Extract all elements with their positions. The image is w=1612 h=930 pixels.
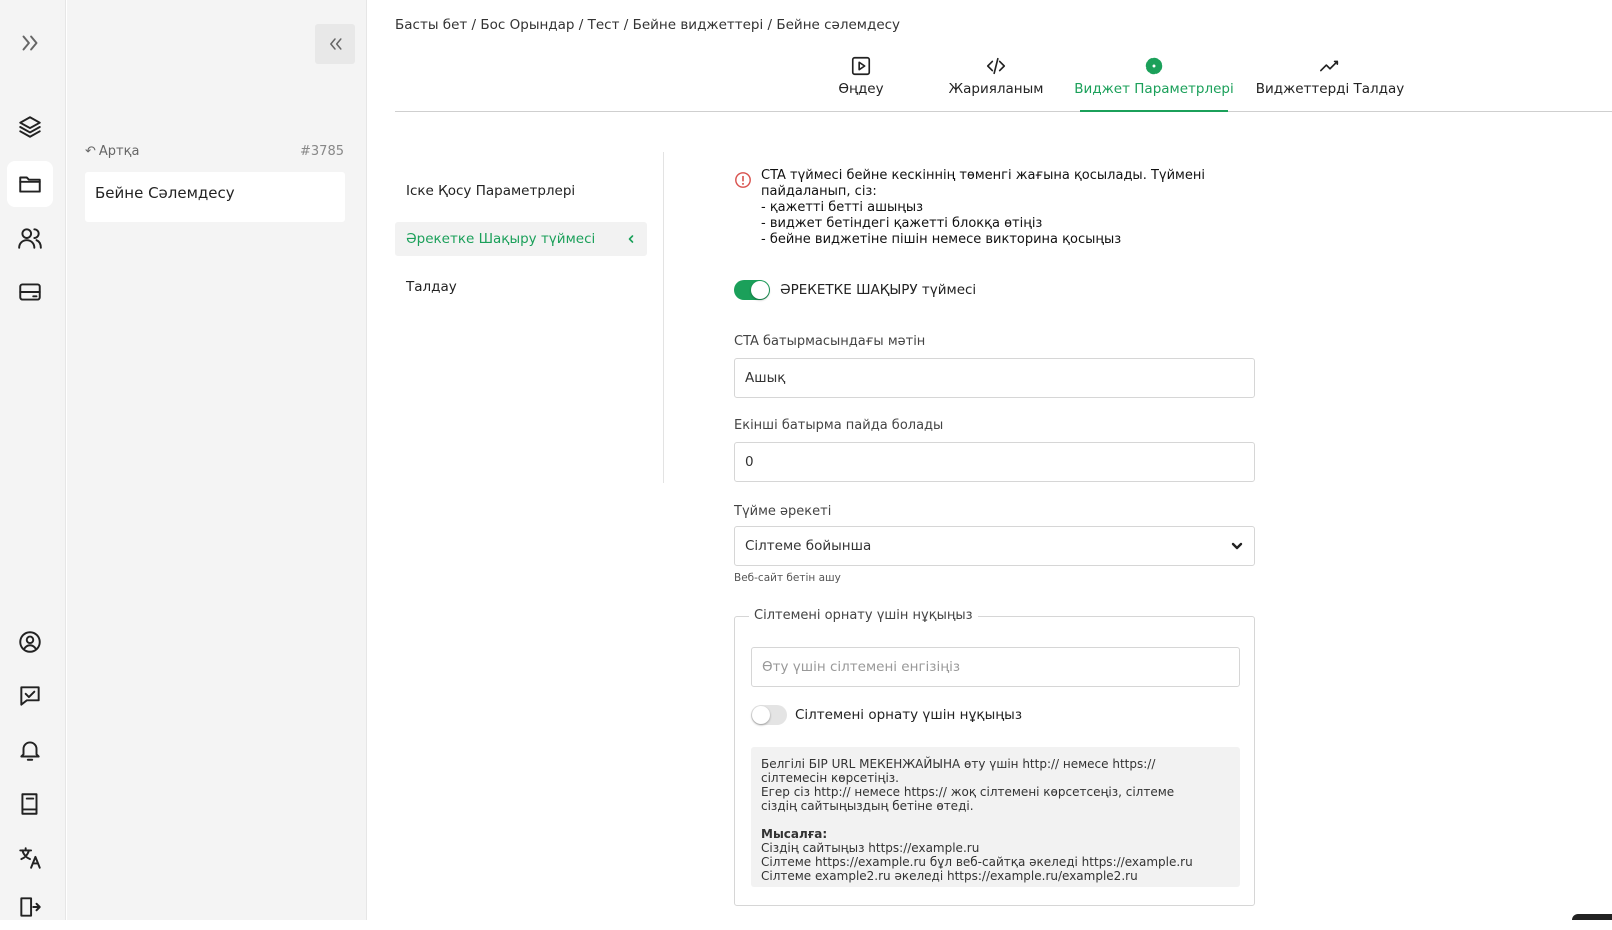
cta-toggle-row: [734, 280, 976, 300]
back-link[interactable]: [85, 144, 139, 159]
link-toggle[interactable]: [751, 705, 787, 725]
trend-icon: [1319, 55, 1341, 77]
button-action-select[interactable]: [734, 526, 1255, 566]
info-notice: [734, 168, 1214, 248]
second-button-value: 0: [745, 454, 754, 470]
book-icon[interactable]: [7, 781, 53, 827]
cta-text-label: CTA батырмасындағы мәтін: [734, 334, 926, 349]
video-title: Бейне Сәлемдесу: [95, 184, 235, 202]
secondary-panel: [67, 0, 367, 920]
tab-label: Виджеттерді Талдау: [1255, 81, 1405, 97]
button-action-value: Сілтеме бойынша: [745, 538, 872, 554]
video-card[interactable]: [85, 172, 345, 222]
link-input-placeholder: Өту үшін сілтемені енгізіңіз: [762, 659, 961, 675]
gear-icon: [1143, 55, 1165, 77]
vertical-divider: [663, 152, 664, 483]
tasks-icon[interactable]: [7, 673, 53, 719]
profile-icon[interactable]: [7, 619, 53, 665]
help-line: сілтемесін көрсетіңіз.: [761, 771, 899, 785]
tab-edit[interactable]: [835, 55, 887, 112]
play-icon: [850, 55, 872, 77]
breadcrumb: Басты бет / Бос Орындар / Тест / Бейне виджеттері / Бейне сәлемдесу: [395, 17, 901, 33]
bell-icon[interactable]: [7, 727, 53, 773]
tab-label: Жарияланым: [948, 81, 1044, 97]
undo-icon: ↶: [85, 144, 96, 159]
link-settings-group: [734, 608, 1255, 906]
chevron-down-icon: [1230, 539, 1244, 553]
cta-toggle-label: ӘРЕКЕТКЕ ШАҚЫРУ түймесі: [780, 282, 977, 298]
tab-label: Өңдеу: [838, 81, 884, 97]
help-line: Белгілі БІР URL МЕКЕНЖАЙЫНА өту үшін http:// немесе https://: [761, 757, 1156, 771]
notice-line: CTA түймесі бейне кескіннің төменгі жағына қосылады. Түймені: [761, 168, 1205, 183]
help-line: сіздің сайтыңыздың бетіне өтеді.: [761, 799, 974, 813]
item-id: #3785: [300, 144, 344, 159]
tab-label: Виджет Параметрлері: [1074, 81, 1234, 97]
icon-rail: [0, 0, 66, 920]
link-toggle-row: [751, 705, 1022, 725]
collapse-panel-button[interactable]: [315, 24, 355, 64]
notice-line: - қажетті бетті ашыңыз: [761, 200, 924, 215]
link-input[interactable]: [751, 647, 1240, 687]
users-icon[interactable]: [7, 215, 53, 261]
chevron-left-icon: [626, 234, 636, 244]
link-toggle-label: Сілтемені орнату үшін нұқыңыз: [795, 707, 1023, 723]
subnav-item-cta-button[interactable]: [395, 222, 647, 256]
tab-widget-analytics[interactable]: [1255, 55, 1405, 112]
back-label: Артқа: [98, 144, 140, 159]
button-action-hint: Веб-сайт бетін ашу: [734, 572, 841, 584]
expand-icon[interactable]: [7, 20, 53, 66]
tab-widget-settings[interactable]: [1074, 55, 1234, 112]
help-line: Сілтеме example2.ru әкеледі https://example.ru/example2.ru: [761, 869, 1138, 883]
cta-text-input[interactable]: [734, 358, 1255, 398]
notice-line: - виджет бетіндегі қажетті блокқа өтіңіз: [761, 216, 1043, 231]
help-line: Сіздің сайтыңыз https://example.ru: [761, 841, 980, 855]
link-settings-legend: Сілтемені орнату үшін нұқыңыз: [749, 608, 978, 623]
logout-icon[interactable]: [7, 884, 53, 930]
button-action-label: Түйме әрекеті: [734, 504, 832, 519]
tab-publication[interactable]: [949, 55, 1043, 112]
main-content: [367, 0, 1612, 920]
corner-widget[interactable]: [1572, 914, 1612, 920]
code-icon: [985, 55, 1007, 77]
folder-icon[interactable]: [7, 161, 53, 207]
help-line: Егер сіз http:// немесе https:// жоқ сілтемені көрсетсеңіз, сілтеме: [761, 785, 1175, 799]
second-button-label: Екінші батырма пайда болады: [734, 418, 944, 433]
layers-icon[interactable]: [7, 104, 53, 150]
translate-icon[interactable]: [7, 835, 53, 881]
notice-line: - бейне виджетіне пішін немесе викторина қосыңыз: [761, 232, 1122, 247]
notice-line: пайдаланып, сіз:: [761, 184, 877, 199]
subnav-label: Іске Қосу Параметрлері: [406, 183, 576, 199]
second-button-input[interactable]: [734, 442, 1255, 482]
cta-text-value: Ашық: [745, 370, 786, 386]
card-icon[interactable]: [7, 269, 53, 315]
cta-toggle[interactable]: [734, 280, 770, 300]
help-example-title: Мысалға:: [761, 827, 828, 841]
help-line: Сілтеме https://example.ru бұл веб-сайтқа әкеледі https://example.ru: [761, 855, 1193, 869]
tab-bar: [395, 55, 1612, 112]
chevrons-left-icon: [325, 34, 345, 54]
subnav-label: Әрекетке Шақыру түймесі: [406, 231, 596, 247]
subnav-item-analytics[interactable]: [395, 270, 647, 304]
settings-subnav: [395, 174, 647, 318]
link-help-box: [751, 747, 1240, 887]
subnav-label: Талдау: [406, 279, 457, 295]
subnav-item-launch-settings[interactable]: [395, 174, 647, 208]
info-icon: [734, 171, 752, 189]
